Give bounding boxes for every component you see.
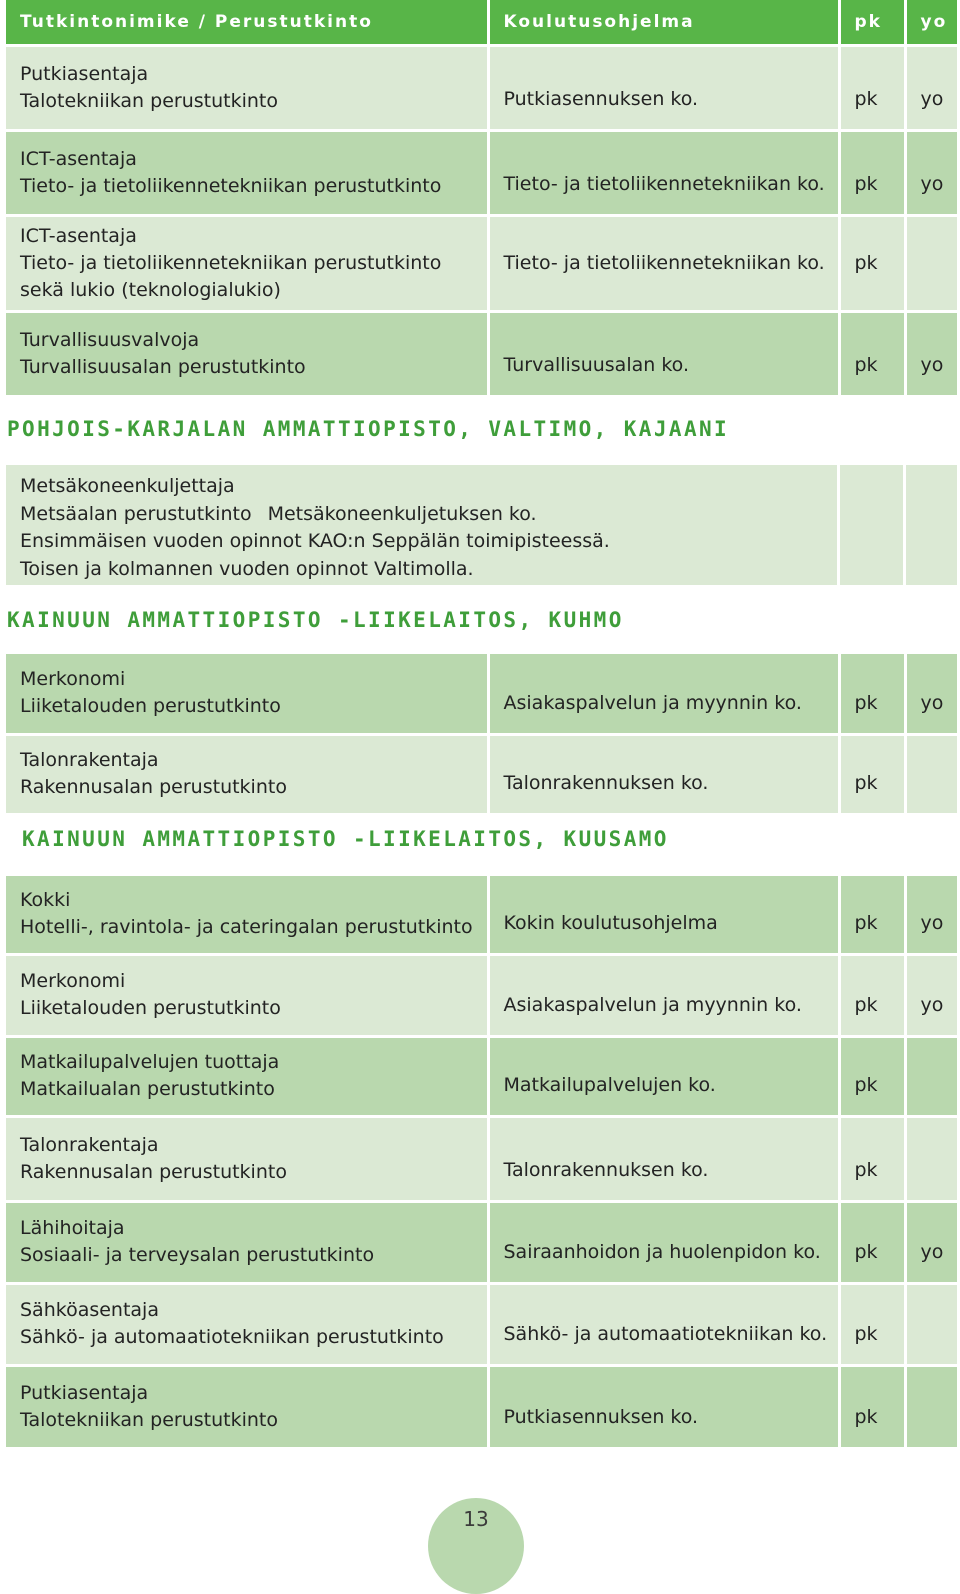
row-pk: pk (839, 1283, 905, 1365)
row-program: Sairaanhoidon ja huolenpidon ko. (488, 1201, 839, 1283)
row-title: ICT-asentaja (20, 148, 137, 170)
section-heading-kuusamo: KAINUUN AMMATTIOPISTO -LIIKELAITOS, KUUSAMO (22, 827, 669, 851)
row-title: Merkonomi (20, 668, 126, 691)
table-row (6, 1201, 957, 1283)
row-program: Metsäkoneenkuljetuksen ko. (267, 502, 537, 525)
row-pk: pk (839, 654, 905, 734)
row-yo: yo (905, 131, 957, 216)
row-pk: pk (839, 216, 905, 312)
header-pk: pk (839, 0, 905, 46)
header-degree: Tutkintonimike / Perustutkinto (6, 0, 488, 46)
row-title: Turvallisuusvalvoja (20, 329, 200, 351)
row-pk: pk (839, 131, 905, 216)
row-degree: Metsäalan perustutkinto (20, 502, 252, 525)
row-yo (905, 1036, 957, 1116)
row-note-2: Toisen ja kolmannen vuoden opinnot Valtimolla. (20, 557, 474, 580)
table-row (6, 131, 957, 216)
row-pk: pk (839, 954, 905, 1036)
row-degree: Turvallisuusalan perustutkinto (20, 356, 306, 378)
table-header-row (6, 0, 957, 46)
row-yo (905, 216, 957, 312)
row-degree: Talotekniikan perustutkinto (20, 1408, 278, 1431)
table-row (6, 954, 957, 1036)
row-yo (905, 1365, 957, 1448)
table-row (6, 1365, 957, 1448)
page-number: 13 (428, 1498, 524, 1594)
row-yo: yo (905, 876, 957, 954)
row-yo: yo (905, 654, 957, 734)
row-pk: pk (839, 312, 905, 397)
row-program: Talonrakennuksen ko. (488, 734, 839, 814)
forest-machine-row (6, 465, 957, 585)
row-pk: pk (839, 1201, 905, 1283)
row-degree: Hotelli-, ravintola- ja cateringalan perustutkinto (20, 916, 473, 939)
row-program: Talonrakennuksen ko. (488, 1116, 839, 1201)
row-title: Putkiasentaja (20, 1381, 149, 1404)
table-row (6, 312, 957, 397)
course-table-1 (6, 0, 957, 398)
row-title: Putkiasentaja (20, 63, 149, 85)
row-title: Metsäkoneenkuljettaja (20, 475, 235, 497)
row-program: Matkailupalvelujen ko. (488, 1036, 839, 1116)
row-degree: Talotekniikan perustutkinto (20, 90, 278, 112)
row-title: Sähköasentaja (20, 1299, 159, 1321)
table-row (6, 876, 957, 954)
row-yo: yo (905, 1201, 957, 1283)
table-row (6, 1116, 957, 1201)
row-pk: pk (839, 46, 905, 131)
row-program: Tieto- ja tietoliikennetekniikan ko. (488, 131, 839, 216)
row-yo: yo (905, 312, 957, 397)
row-yo: yo (905, 954, 957, 1036)
row-title: Matkailupalvelujen tuottaja (20, 1051, 280, 1073)
row-degree: Sosiaali- ja terveysalan perustutkinto (20, 1244, 375, 1266)
row-pk: pk (839, 1116, 905, 1201)
row-degree: Rakennusalan perustutkinto (20, 1160, 287, 1183)
row-title: Talonrakentaja (20, 1133, 159, 1156)
course-table-kuhmo (6, 654, 957, 816)
row-program: Putkiasennuksen ko. (488, 1365, 839, 1448)
row-degree: Sähkö- ja automaatiotekniikan perustutkinto (20, 1326, 444, 1348)
table-row (6, 734, 957, 814)
row-degree: Tieto- ja tietoliikennetekniikan perustutkinto (20, 175, 442, 197)
row-pk: pk (839, 1036, 905, 1116)
row-program: Putkiasennuksen ko. (488, 46, 839, 131)
table-row (6, 1283, 957, 1365)
row-title: Merkonomi (20, 970, 126, 992)
section-heading-valtimo: POHJOIS-KARJALAN AMMATTIOPISTO, VALTIMO, KAJAANI (7, 417, 730, 441)
header-yo: yo (905, 0, 957, 46)
section-heading-kuhmo: KAINUUN AMMATTIOPISTO -LIIKELAITOS, KUHMO (7, 608, 624, 632)
row-title: Talonrakentaja (20, 749, 159, 771)
row-yo (905, 734, 957, 814)
row-program: Sähkö- ja automaatiotekniikan ko. (488, 1283, 839, 1365)
row-pk: pk (839, 1365, 905, 1448)
row-program: Turvallisuusalan ko. (488, 312, 839, 397)
row-program: Tieto- ja tietoliikennetekniikan ko. (488, 216, 839, 312)
row-pk: pk (839, 734, 905, 814)
table-row (6, 1036, 957, 1116)
row-program: Asiakaspalvelun ja myynnin ko. (488, 954, 839, 1036)
row-yo (905, 1283, 957, 1365)
table-row (6, 654, 957, 734)
row-yo (905, 1116, 957, 1201)
row-degree: Liiketalouden perustutkinto (20, 997, 281, 1019)
row-title: ICT-asentaja (20, 225, 137, 247)
row-extra: sekä lukio (teknologialukio) (20, 279, 281, 301)
row-degree: Tieto- ja tietoliikennetekniikan perustutkinto (20, 252, 442, 274)
row-degree: Matkailualan perustutkinto (20, 1078, 275, 1100)
row-title: Lähihoitaja (20, 1217, 125, 1239)
row-program: Kokin koulutusohjelma (488, 876, 839, 954)
row-yo: yo (905, 46, 957, 131)
header-program: Koulutusohjelma (488, 0, 839, 46)
table-row (6, 46, 957, 131)
row-program: Asiakaspalvelun ja myynnin ko. (488, 654, 839, 734)
row-pk: pk (839, 876, 905, 954)
row-degree: Liiketalouden perustutkinto (20, 695, 281, 718)
row-note-1: Ensimmäisen vuoden opinnot KAO:n Seppälän toimipisteessä. (20, 530, 610, 552)
table-row (6, 216, 957, 312)
row-degree: Rakennusalan perustutkinto (20, 776, 287, 798)
row-title: Kokki (20, 889, 71, 912)
course-table-kuusamo (6, 876, 957, 1450)
